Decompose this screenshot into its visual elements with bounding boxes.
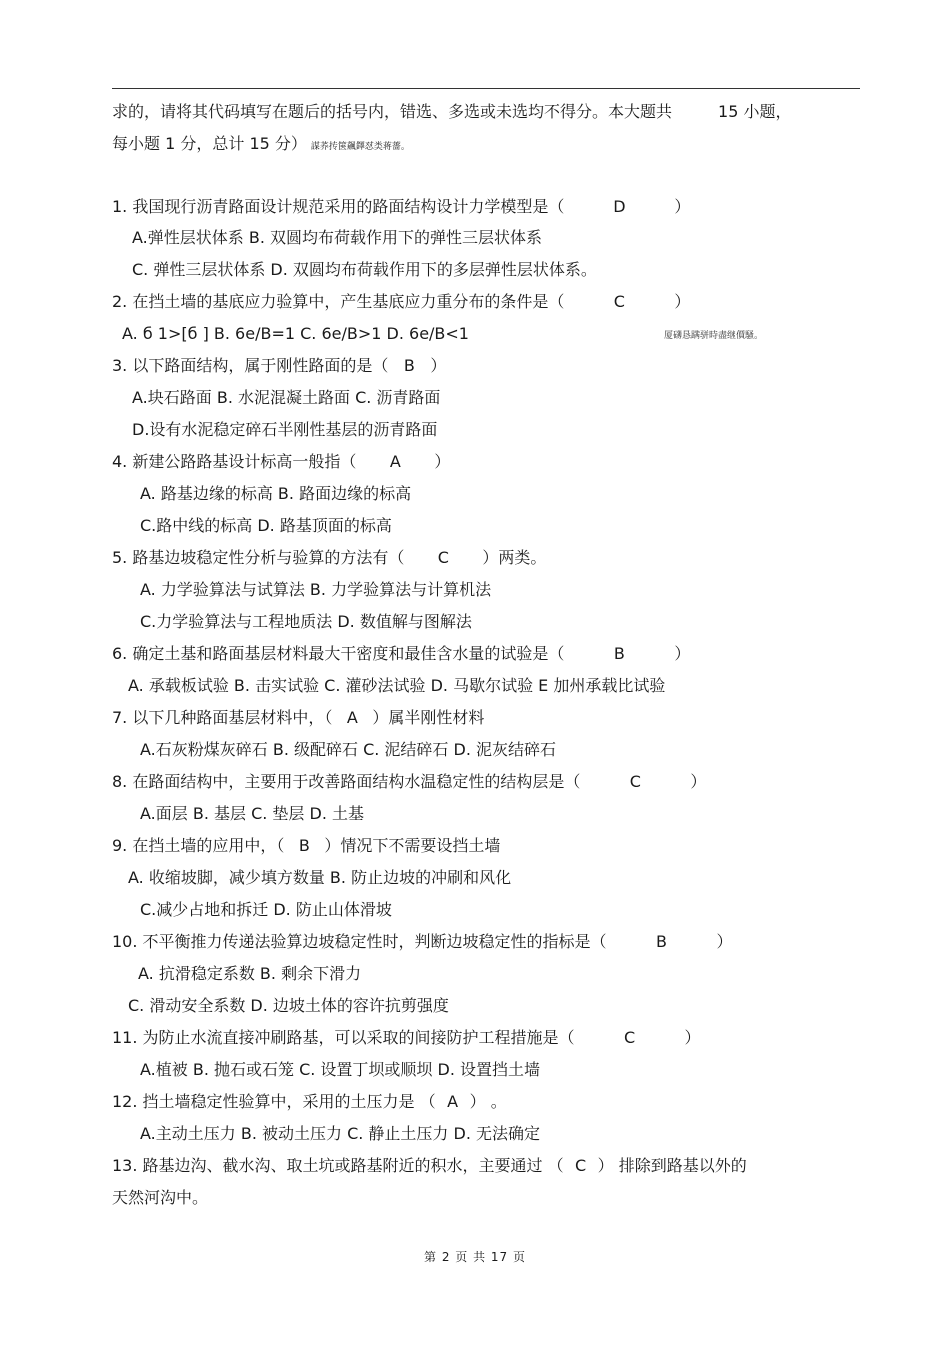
question-close: ）情况下不需要设挡土墙	[324, 836, 501, 855]
question-2	[112, 290, 872, 314]
option-line: D.设有水泥稳定碎石半刚性基层的沥青路面	[132, 420, 438, 439]
intro-noise: 謀荞抟箧飆鐸怼类蒋薔。	[310, 142, 410, 152]
option-line: A. 承载板试验 B. 击实试验 C. 灌砂法试验 D. 马歇尔试验 E 加州承载比试验	[128, 676, 666, 695]
question-1	[112, 195, 872, 219]
option-line: A. 力学验算法与试算法 B. 力学验算法与计算机法	[140, 580, 492, 599]
question-close: ） 排除到路基以外的	[597, 1156, 747, 1175]
option-line: A.面层 B. 基层 C. 垫层 D. 土基	[140, 804, 364, 823]
answer: A	[389, 452, 401, 471]
option-line: A.石灰粉煤灰碎石 B. 级配碎石 C. 泥结碎石 D. 泥灰结碎石	[140, 740, 556, 759]
answer: A	[447, 1092, 459, 1111]
option-line: A. 路基边缘的标高 B. 路面边缘的标高	[140, 484, 412, 503]
option-line: A. б 1>[б ] B. 6e/B=1 C. 6e/B>1 D. 6e/B<1	[122, 324, 469, 343]
option-line: C.减少占地和拆迁 D. 防止山体滑坡	[140, 900, 392, 919]
question-stem: 12. 挡土墙稳定性验算中，采用的土压力是 （	[112, 1092, 436, 1111]
option-line: A. 抗滑稳定系数 B. 剩余下滑力	[138, 964, 362, 983]
question-6	[112, 642, 872, 666]
page-footer: 第 2 页 共 17 页	[424, 1250, 526, 1264]
intro-line2: 每小题 1 分，总计 15 分）	[112, 134, 307, 153]
question-close: ） 。	[469, 1092, 507, 1111]
section-intro	[112, 96, 872, 163]
question-12	[112, 1090, 872, 1114]
intro-line1: 求的，请将其代码填写在题后的括号内，错选、多选或未选均不得分。本大题共	[112, 102, 673, 121]
question-close: ）	[674, 644, 691, 663]
question-4	[112, 450, 872, 474]
answer: C	[613, 292, 625, 311]
question-stem: 13. 路基边沟、截水沟、取土坑或路基附近的积水，主要通过 （	[112, 1156, 564, 1175]
question-close: ）属半刚性材料	[372, 708, 485, 727]
question-stem: 4. 新建公路路基设计标高一般指（	[112, 452, 357, 471]
question-11	[112, 1026, 872, 1050]
question-stem: 9. 在挡土墙的应用中，（	[112, 836, 285, 855]
question-5	[112, 546, 872, 570]
question-8	[112, 770, 872, 794]
option-line: A.块石路面 B. 水泥混凝土路面 C. 沥青路面	[132, 388, 441, 407]
question-stem: 10. 不平衡推力传递法验算边坡稳定性时，判断边坡稳定性的指标是（	[112, 932, 607, 951]
question-stem: 5. 路基边坡稳定性分析与验算的方法有（	[112, 548, 405, 567]
question-continuation: 天然河沟中。	[112, 1188, 209, 1207]
option-line: A.弹性层状体系 B. 双圆均布荷载作用下的弹性三层状体系	[132, 228, 542, 247]
option-line: A. 收缩坡脚，减少填方数量 B. 防止边坡的冲刷和风化	[128, 868, 512, 887]
question-13	[112, 1154, 872, 1178]
option-line: A.主动土压力 B. 被动土压力 C. 静止土压力 D. 无法确定	[140, 1124, 540, 1143]
answer: B	[403, 356, 415, 375]
answer: C	[437, 548, 449, 567]
question-stem: 8. 在路面结构中，主要用于改善路面结构水温稳定性的结构层是（	[112, 772, 581, 791]
question-10	[112, 930, 872, 954]
question-close: ）	[674, 292, 691, 311]
question-3	[112, 354, 872, 378]
option-line: C.路中线的标高 D. 路基顶面的标高	[140, 516, 392, 535]
answer: D	[613, 197, 626, 216]
answer: C	[629, 772, 641, 791]
answer: A	[346, 708, 358, 727]
question-close: ）	[716, 932, 733, 951]
answer: B	[613, 644, 625, 663]
question-close: ）	[690, 772, 707, 791]
header-rule	[112, 88, 860, 89]
question-close: ）	[684, 1028, 701, 1047]
answer: C	[623, 1028, 636, 1047]
option-line: A.植被 B. 抛石或石笼 C. 设置丁坝或顺坝 D. 设置挡土墙	[140, 1060, 540, 1079]
option-line: C. 滑动安全系数 D. 边坡土体的容许抗剪强度	[128, 996, 449, 1015]
answer: B	[298, 836, 310, 855]
question-close: ）	[674, 197, 691, 216]
option-line: C.力学验算法与工程地质法 D. 数值解与图解法	[140, 612, 472, 631]
answer: B	[656, 932, 668, 951]
question-7	[112, 706, 872, 730]
option-line: C. 弹性三层状体系 D. 双圆均布荷载作用下的多层弹性层状体系。	[132, 260, 597, 279]
intro-count: 15 小题，	[718, 102, 792, 121]
noise-text: 厦礴恳蹒骈時盡继價騷。	[664, 331, 764, 341]
question-stem: 3. 以下路面结构，属于刚性路面的是（	[112, 356, 389, 375]
question-close: ）两类。	[482, 548, 547, 567]
question-stem: 2. 在挡土墙的基底应力验算中，产生基底应力重分布的条件是（	[112, 292, 565, 311]
question-stem: 6. 确定土基和路面基层材料最大干密度和最佳含水量的试验是（	[112, 644, 565, 663]
question-9	[112, 834, 872, 858]
question-stem: 1. 我国现行沥青路面设计规范采用的路面结构设计力学模型是（	[112, 197, 565, 216]
question-stem: 11. 为防止水流直接冲刷路基，可以采取的间接防护工程措施是（	[112, 1028, 575, 1047]
answer: C	[575, 1156, 587, 1175]
question-close: ）	[434, 452, 451, 471]
question-stem: 7. 以下几种路面基层材料中，（	[112, 708, 333, 727]
question-close: ）	[430, 356, 447, 375]
